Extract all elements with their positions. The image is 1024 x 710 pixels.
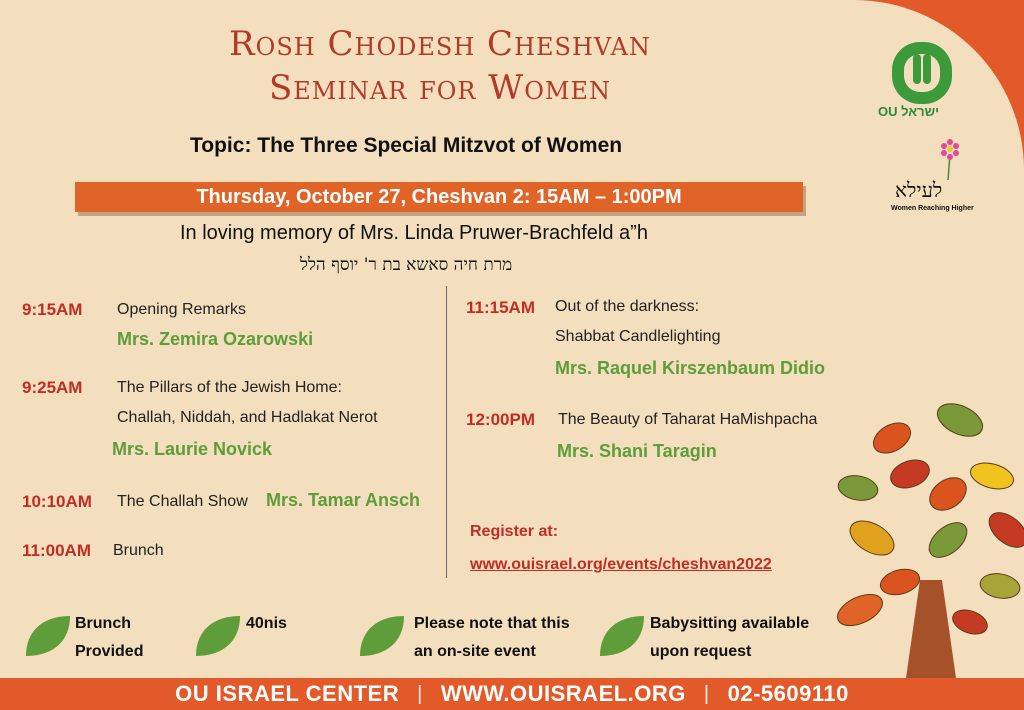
schedule-title: The Challah Show — [117, 493, 248, 510]
register-label: Register at: — [470, 523, 559, 540]
autumn-tree-illustration — [820, 390, 1024, 678]
feature-price: 40nis — [246, 615, 287, 632]
leaf-bullet-icon — [596, 612, 648, 660]
footer-separator: | — [417, 682, 423, 705]
footer-center-name: OU ISRAEL CENTER — [175, 681, 400, 706]
schedule-title: The Pillars of the Jewish Home: — [117, 379, 342, 396]
schedule-speaker: Mrs. Raquel Kirszenbaum Didio — [555, 358, 826, 378]
title-line-2: Seminar for Women — [269, 68, 611, 108]
schedule-speaker: Mrs. Tamar Ansch — [266, 490, 421, 510]
column-divider — [446, 286, 447, 578]
schedule-time: 12:00PM — [466, 410, 535, 429]
schedule-title: The Beauty of Taharat HaMishpacha — [558, 411, 818, 428]
footer-separator: | — [703, 682, 710, 705]
footer-bar — [0, 678, 1024, 710]
footer-website[interactable]: WWW.OUISRAEL.ORG — [440, 681, 686, 706]
hebrew-memorial-line: מרת חיה סאשא בת ר' יוסף הלל — [300, 255, 513, 275]
schedule-speaker: Mrs. Laurie Novick — [112, 439, 273, 459]
schedule-speaker: Mrs. Zemira Ozarowski — [117, 329, 314, 349]
schedule-title: Opening Remarks — [117, 301, 246, 318]
memorial-line: In loving memory of Mrs. Linda Pruwer-Brachfeld a”h — [180, 222, 648, 244]
schedule-time: 10:10AM — [22, 492, 92, 511]
title-line-1: Rosh Chodesh Cheshvan — [229, 24, 651, 64]
schedule-time: 9:15AM — [22, 300, 83, 319]
laila-logo-name: לעילא — [895, 178, 943, 202]
seminar-title — [120, 22, 760, 110]
feature-babysitting: Babysitting available upon request — [650, 615, 810, 660]
leaf-bullet-icon — [22, 612, 74, 660]
schedule-title: Out of the darkness: — [555, 298, 700, 315]
register-link[interactable]: www.ouisrael.org/events/cheshvan2022 — [470, 556, 772, 573]
laila-tagline: Women Reaching Higher — [891, 205, 974, 212]
topic-heading: Topic: The Three Special Mitzvot of Women — [190, 134, 623, 157]
schedule-time: 11:15AM — [466, 298, 535, 317]
ou-logo-text: OU ישראל — [878, 104, 940, 119]
schedule-title: Challah, Niddah, and Hadlakat Nerot — [117, 409, 378, 426]
leaf-bullet-icon — [356, 612, 408, 660]
schedule-speaker: Mrs. Shani Taragin — [557, 441, 717, 461]
schedule-title: Brunch — [113, 542, 164, 559]
date-banner: Thursday, October 27, Cheshvan 2: 15AM – 1:00PM — [75, 182, 803, 212]
feature-onsite: Please note that this an on-site event — [414, 615, 570, 660]
feature-brunch: Brunch Provided — [75, 615, 144, 660]
schedule-time: 11:00AM — [22, 541, 91, 560]
schedule-time: 9:25AM — [22, 378, 83, 397]
schedule-title: Shabbat Candlelighting — [555, 328, 721, 345]
leaf-bullet-icon — [192, 612, 244, 660]
footer-phone[interactable]: 02-5609110 — [727, 681, 849, 706]
